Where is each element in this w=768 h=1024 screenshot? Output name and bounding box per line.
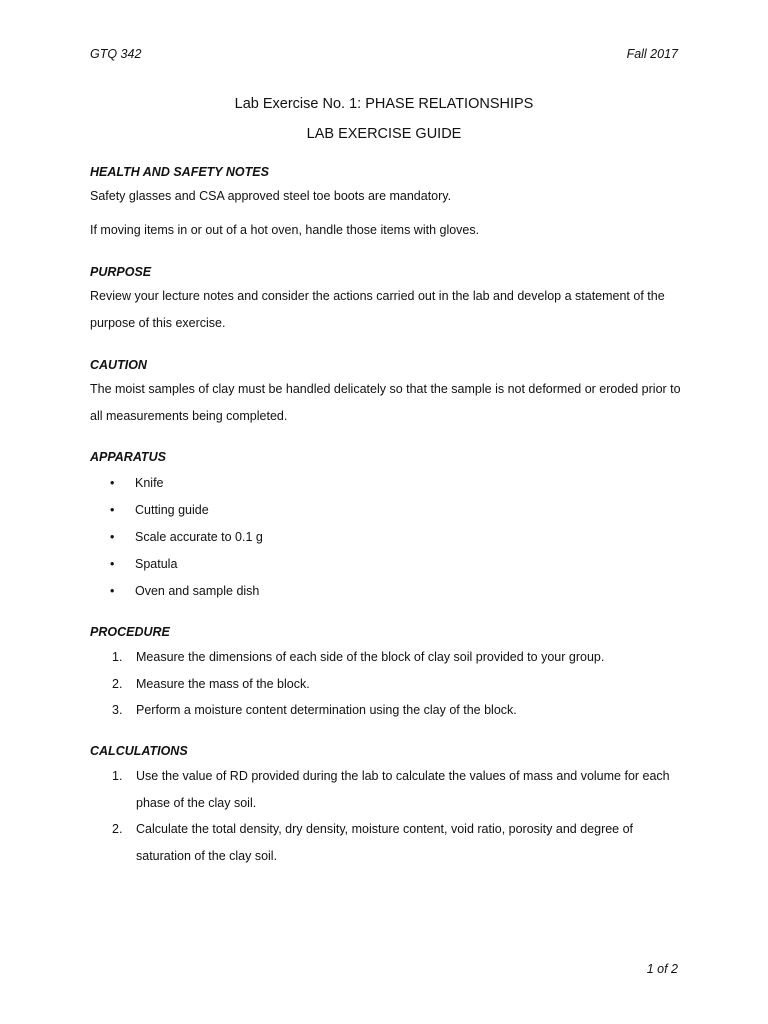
- bullet-icon: •: [110, 584, 115, 598]
- page-number: 1 of 2: [646, 962, 678, 976]
- safety-paragraph-2: If moving items in or out of a hot oven, handle those items with gloves.: [90, 223, 480, 237]
- apparatus-heading: APPARATUS: [90, 450, 166, 464]
- bullet-icon: •: [110, 503, 115, 517]
- document-subtitle: LAB EXERCISE GUIDE: [306, 126, 462, 142]
- document-title: Lab Exercise No. 1: PHASE RELATIONSHIPS: [234, 96, 534, 112]
- purpose-paragraph: Review your lecture notes and consider the actions carried out in the lab and develop a statement of the purpose of this exercise.: [90, 289, 665, 330]
- procedure-heading: PROCEDURE: [90, 625, 170, 639]
- calculations-heading: CALCULATIONS: [90, 744, 188, 758]
- course-code: GTQ 342: [90, 47, 142, 61]
- bullet-icon: •: [110, 557, 115, 571]
- purpose-heading: PURPOSE: [90, 265, 152, 279]
- term-label: Fall 2017: [626, 47, 678, 61]
- caution-paragraph: The moist samples of clay must be handled delicately so that the sample is not deformed or eroded prior to all measurements being completed.: [90, 382, 681, 423]
- bullet-icon: •: [110, 530, 115, 544]
- safety-paragraph-1: Safety glasses and CSA approved steel toe boots are mandatory.: [90, 189, 452, 203]
- safety-heading: HEALTH AND SAFETY NOTES: [90, 165, 269, 179]
- caution-heading: CAUTION: [90, 358, 147, 372]
- document-page: GTQ 342 Fall 2017 Lab Exercise No. 1: PHASE RELATIONSHIPS LAB EXERCISE GUIDE HEALTH AND SAFETY NOTES Safety glasses and CSA approved steel toe boots are mandatory. If moving items in or out of a hot oven, handle those items with gloves. PURPOSE Review your lecture notes and consider the actions carried out in the lab and develop a statement of the purpose of this exercise. CAUTION The moist samples of clay must be handled delicately so that the sample is not deformed or eroded prior to all measurements being completed. APPARATUS • Knife • Cutting guide • Scale accurate to 0.1 g • Spatula • Oven and sample dish PROCEDURE 1. Measure the dimensions of each side of the block of clay soil provided to your group. 2. Measure the mass of the block. 3. Perform a moisture content determination using the clay of the block. CALCULATIONS 1. Use the value of RD provided during the lab to calculate the values of mass and volume for each phase of the clay soil. 2. Calculate the total density, dry density, moisture content, void ratio, porosity and degree of saturation of the clay soil. 1 of 2: [0, 0, 768, 1024]
- bullet-icon: •: [110, 476, 115, 490]
